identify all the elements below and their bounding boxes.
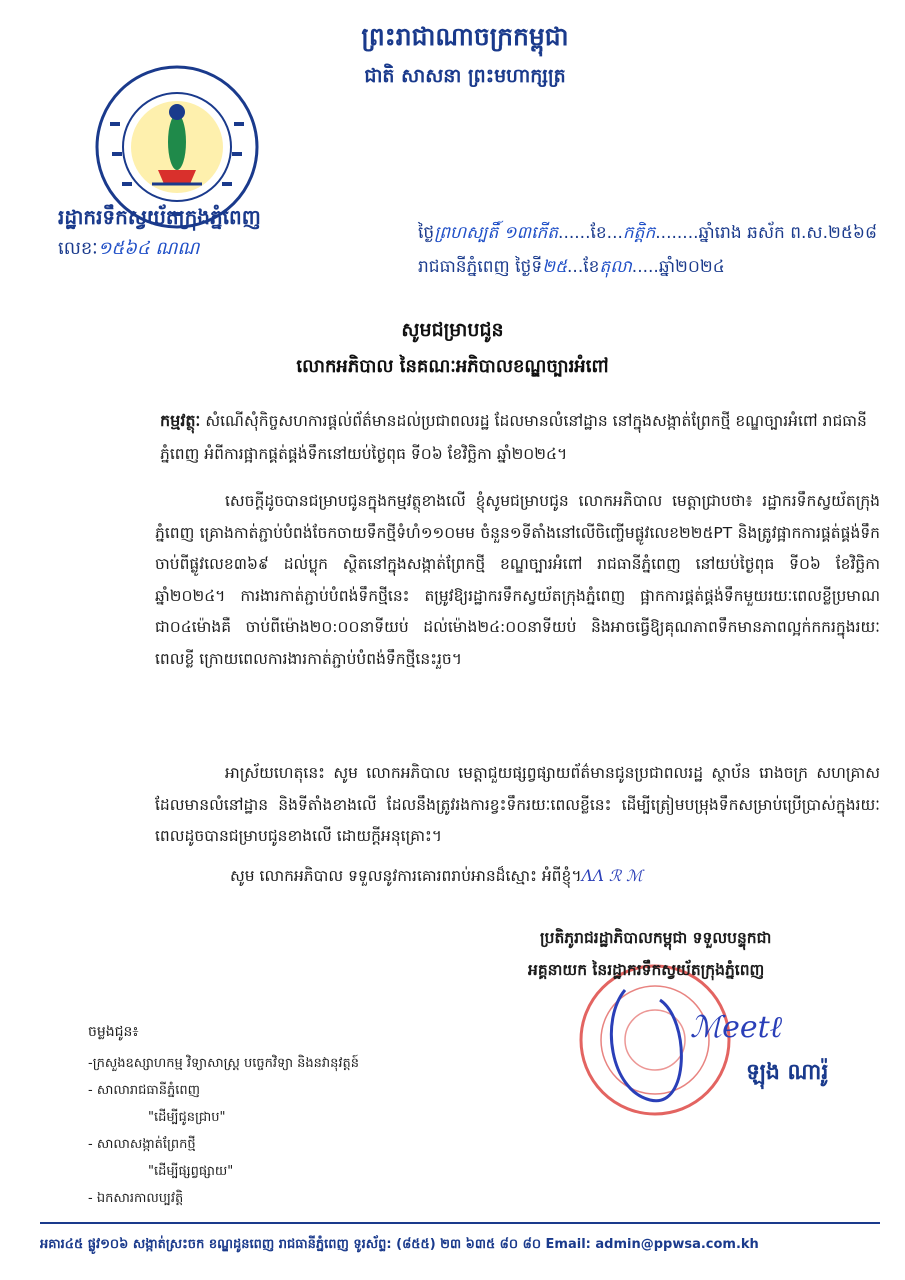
- lunar-year: ឆ្នាំរោង ឆស័ក ព.ស.២៥៦៨: [698, 223, 877, 243]
- reference-value: ១៥៦៤ ណណ: [97, 238, 200, 259]
- cc-item-note: "ដើម្បីផ្សព្វផ្សាយ": [148, 1164, 234, 1179]
- signer-name: ឡុង ណារ៉ូ: [746, 1060, 829, 1085]
- body-paragraph-2: អាស្រ័យហេតុនេះ សូម លោកអភិបាល មេត្តាជួយផ្សព្វផ្សាយព័ត៌មានជូនប្រជាពលរដ្ឋ ស្ថាប័ន រោងចក្រ សហគ្រាស ដែលមានលំនៅដ្ឋាន និងទីតាំងខាងលើ ដែលនឹងត្រូវរងការខ្វះទឹករយៈពេលខ្លីនេះ ដើម្បីត្រៀមបម្រុងទឹកសម្រាប់ប្រើប្រាស់ក្នុងរយៈពេលដូចបានជម្រាបជូនខាងលើ ដោយក្ដីអនុគ្រោះ។: [155, 764, 880, 845]
- lunar-prefix: ថ្ងៃ: [418, 223, 435, 243]
- lunar-date-line: ថ្ងៃព្រហស្បតិ៍ ១៣កើត......ខែ...កត្តិក........ឆ្នាំរោង ឆស័ក ព.ស.២៥៦៨: [418, 223, 877, 243]
- cc-item: -ក្រសួងឧស្សាហកម្ម វិទ្យាសាស្ត្រ បច្ចេកវិទ្យា និងនវានុវត្តន៍: [88, 1056, 360, 1071]
- closing-initials: ΛΛ ℛ ℳ: [581, 867, 643, 885]
- closing-text: សូម លោកអភិបាល ទទួលនូវការគោរពរាប់អានដ៏ស្មោះ អំពីខ្ញុំ។: [230, 867, 582, 885]
- organization-name: រដ្ឋាករទឹកស្វយ័តក្រុងភ្នំពេញ: [58, 205, 261, 229]
- reference-label: លេខៈ: [58, 238, 98, 259]
- solar-month: តុលា: [599, 257, 632, 277]
- footer-address: អគារ៤៥ ផ្លូវ១០៦ សង្កាត់ស្រះចក ខណ្ឌដូនពេញ រាជធានីភ្នំពេញ ទូរស័ព្ទ: (៨៥៥) ២៣ ៦៣៥ ៨០ ៨០ Email: admin@ppwsa.com.kh: [40, 1237, 759, 1252]
- letter-recipient: លោកអភិបាល នៃគណៈអភិបាលខណ្ឌច្បារអំពៅ: [296, 356, 609, 377]
- solar-date-line: រាជធានីភ្នំពេញ ថ្ងៃទី២៥...ខែតុលា.....ឆ្នាំ២០២៤: [418, 257, 725, 277]
- subject-text: សំណើសុំកិច្ចសហការផ្ដល់ព័ត៌មានដល់ប្រជាពលរដ្ឋ ដែលមានលំនៅដ្ឋាន នៅក្នុងសង្កាត់ព្រែកថ្មី ខណ្ឌច្បារអំពៅ រាជធានីភ្នំពេញ អំពីការផ្អាកផ្គត់ផ្គង់ទឹកនៅយប់ថ្ងៃពុធ ទី០៦ ខែវិច្ឆិកា ឆ្នាំ២០២៤។: [160, 412, 867, 463]
- signatory-title-line1: ប្រតិភូរាជរដ្ឋាភិបាលកម្ពុជា ទទួលបន្ទុកជា: [540, 929, 772, 947]
- body-paragraph-1: សេចក្ដីដូចបានជម្រាបជូនក្នុងកម្មវត្ថុខាងលើ ខ្ញុំសូមជម្រាបជូន លោកអភិបាល មេត្តាជ្រាបថា៖ រដ្ឋាករទឹកស្វយ័តក្រុងភ្នំពេញ គ្រោងកាត់ភ្ជាប់បំពង់ចែកចាយទឹកថ្មីទំហំ១១០មម ចំនួន១ទីតាំងនៅលើចិញ្ចើមផ្លូវលេខ២២៥PT និងត្រូវផ្អាកការផ្គត់ផ្គង់ទឹកចាប់ពីផ្លូវលេខ៣៦៩ ដល់ប្លុក ស្ថិតនៅក្នុងសង្កាត់ព្រែកថ្មី ខណ្ឌច្បារអំពៅ រាជធានីភ្នំពេញ នៅយប់ថ្ងៃពុធ ទី០៦ ខែវិច្ឆិកា ឆ្នាំ២០២៤។ ការងារកាត់ភ្ជាប់បំពង់ទឹកថ្មីនេះ តម្រូវឱ្យរដ្ឋាករទឹកស្វយ័តក្រុងភ្នំពេញ ផ្អាកការផ្គត់ផ្គង់ទឹកមួយរយៈពេលខ្លីប្រមាណជា០៤ម៉ោងគឺ ចាប់ពីម៉ោង២០:០០នាទីយប់ ដល់ម៉ោង២៤:០០នាទីយប់ និងអាចធ្វើឱ្យគុណភាពទឹកមានភាពល្អក់កករក្នុងរយៈពេលខ្លី ក្រោយពេលការងារកាត់ភ្ជាប់បំពង់ទឹកថ្មីនេះរួច។: [155, 492, 880, 668]
- solar-prefix: រាជធានីភ្នំពេញ ថ្ងៃទី: [418, 257, 543, 277]
- subject-label: កម្មវត្ថុៈ: [160, 411, 201, 430]
- cc-item: - សាលាសង្កាត់ព្រែកថ្មី: [88, 1137, 196, 1152]
- letter-subject: [160, 404, 880, 471]
- cc-item: - ឯកសារកាលប្បវត្តិ: [88, 1191, 184, 1206]
- closing-line: [230, 866, 643, 889]
- signatory-title-line2: អគ្គនាយក នៃរដ្ឋាករទឹកស្វយ័តក្រុងភ្នំពេញ: [528, 961, 765, 979]
- solar-year: ឆ្នាំ២០២៤: [658, 257, 725, 277]
- kingdom-heading: ព្រះរាជាណាចក្រកម្ពុជា: [361, 22, 569, 51]
- footer-divider: [40, 1222, 880, 1224]
- national-motto: ជាតិ សាសនា ព្រះមហាក្សត្រ: [364, 65, 566, 87]
- reference-number: [58, 236, 199, 263]
- lunar-month-label: ខែ: [590, 223, 607, 243]
- letter-title: សូមជម្រាបជូន: [401, 319, 504, 341]
- handwritten-signature: ℳeetℓ: [690, 1010, 783, 1045]
- lunar-day: ព្រហស្បតិ៍ ១៣កើត: [434, 223, 559, 243]
- cc-list: [88, 1050, 359, 1212]
- lunar-month: កត្តិក: [622, 223, 656, 243]
- solar-day: ២៥: [542, 257, 568, 277]
- cc-item: - សាលារាជធានីភ្នំពេញ: [88, 1083, 200, 1098]
- solar-month-label: ខែ: [583, 257, 600, 277]
- cc-item-note: "ដើម្បីជូនជ្រាប": [148, 1110, 226, 1125]
- cc-heading: ចម្លងជូន៖: [88, 1024, 139, 1040]
